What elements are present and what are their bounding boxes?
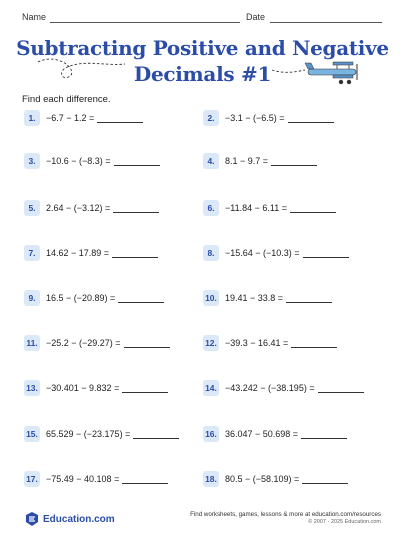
- answer-blank[interactable]: [271, 156, 317, 166]
- problem-number: 3.: [24, 153, 40, 169]
- answer-blank[interactable]: [114, 156, 160, 166]
- name-blank[interactable]: [50, 22, 240, 23]
- answer-blank[interactable]: [133, 429, 179, 439]
- problem-8: [203, 245, 349, 261]
- problem-number: 17.: [24, 471, 40, 487]
- problem-expression: −43.242 − (−38.195) =: [225, 383, 315, 393]
- problem-expression: 80.5 − (−58.109) =: [225, 474, 300, 484]
- problem-number: 4.: [203, 153, 219, 169]
- name-label: Name: [22, 12, 47, 22]
- answer-blank[interactable]: [290, 203, 336, 213]
- problem-4: [203, 153, 317, 169]
- answer-blank[interactable]: [318, 383, 364, 393]
- problem-7: [24, 245, 158, 261]
- education-brand[interactable]: [24, 512, 115, 526]
- problem-9: [24, 290, 164, 306]
- footer-resources-text: Find worksheets, games, lessons & more at education.com/resources: [190, 511, 381, 518]
- problem-expression: 16.5 − (−20.89) =: [46, 293, 116, 303]
- problem-expression: −11.84 − 6.11 =: [225, 203, 287, 213]
- footer-copyright: © 2007 - 2025 Education.com: [308, 519, 381, 525]
- problem-number: 10.: [203, 290, 219, 306]
- worksheet-title-line1: Subtracting Positive and Negative: [16, 36, 389, 60]
- problem-number: 5.: [24, 200, 40, 216]
- problem-expression: −25.2 − (−29.27) =: [46, 338, 121, 348]
- problem-13: [24, 380, 168, 396]
- problem-number: 8.: [203, 245, 219, 261]
- date-blank[interactable]: [270, 22, 382, 23]
- problem-3: [24, 153, 160, 169]
- problem-number: 2.: [203, 110, 219, 126]
- answer-blank[interactable]: [112, 248, 158, 258]
- answer-blank[interactable]: [286, 293, 332, 303]
- brand-name: Education.com: [43, 513, 115, 525]
- problem-12: [203, 335, 337, 351]
- answer-blank[interactable]: [302, 474, 348, 484]
- problem-expression: 36.047 − 50.698 =: [225, 429, 299, 439]
- answer-blank[interactable]: [301, 429, 347, 439]
- footer: [0, 504, 405, 534]
- answer-blank[interactable]: [97, 113, 143, 123]
- problem-number: 16.: [203, 426, 219, 442]
- problem-1: [24, 110, 143, 126]
- problem-expression: −15.64 − (−10.3) =: [225, 248, 300, 258]
- problem-15: [24, 426, 179, 442]
- problem-number: 9.: [24, 290, 40, 306]
- answer-blank[interactable]: [303, 248, 349, 258]
- problem-expression: −3.1 − (−6.5) =: [225, 113, 285, 123]
- problem-11: [24, 335, 170, 351]
- problem-number: 15.: [24, 426, 40, 442]
- answer-blank[interactable]: [113, 203, 159, 213]
- problem-expression: −75.49 − 40.108 =: [46, 474, 120, 484]
- airplane-icon: [305, 62, 357, 84]
- problem-number: 14.: [203, 380, 219, 396]
- problem-18: [203, 471, 348, 487]
- name-date-row: [22, 10, 383, 24]
- problem-expression: −10.6 − (−8.3) =: [46, 156, 111, 166]
- answer-blank[interactable]: [122, 383, 168, 393]
- answer-blank[interactable]: [288, 113, 334, 123]
- problem-14: [203, 380, 364, 396]
- answer-blank[interactable]: [124, 338, 170, 348]
- answer-blank[interactable]: [118, 293, 164, 303]
- problem-17: [24, 471, 168, 487]
- problem-expression: −6.7 − 1.2 =: [46, 113, 95, 123]
- dotted-path-right: [272, 70, 305, 72]
- problem-10: [203, 290, 332, 306]
- problem-number: 13.: [24, 380, 40, 396]
- problem-expression: 65.529 − (−23.175) =: [46, 429, 131, 439]
- answer-blank[interactable]: [291, 338, 337, 348]
- problem-number: 6.: [203, 200, 219, 216]
- problem-2: [203, 110, 334, 126]
- problem-expression: −30.401 − 9.832 =: [46, 383, 120, 393]
- airplane-decoration: [0, 50, 405, 100]
- problem-6: [203, 200, 336, 216]
- problem-number: 7.: [24, 245, 40, 261]
- problem-number: 11.: [24, 335, 40, 351]
- education-logo-icon: [24, 512, 40, 526]
- worksheet-title-line2: Decimals #1: [133, 62, 272, 86]
- problem-expression: 14.62 − 17.89 =: [46, 248, 110, 258]
- problem-16: [203, 426, 347, 442]
- instructions: Find each difference.: [22, 94, 111, 105]
- dotted-path-left: [38, 59, 125, 78]
- problem-expression: 19.41 − 33.8 =: [225, 293, 284, 303]
- problem-expression: −39.3 − 16.41 =: [225, 338, 289, 348]
- problem-expression: 2.64 − (−3.12) =: [46, 203, 111, 213]
- problem-5: [24, 200, 159, 216]
- problem-number: 1.: [24, 110, 40, 126]
- problem-number: 12.: [203, 335, 219, 351]
- problem-expression: 8.1 − 9.7 =: [225, 156, 269, 166]
- date-label: Date: [246, 12, 266, 22]
- answer-blank[interactable]: [122, 474, 168, 484]
- problem-number: 18.: [203, 471, 219, 487]
